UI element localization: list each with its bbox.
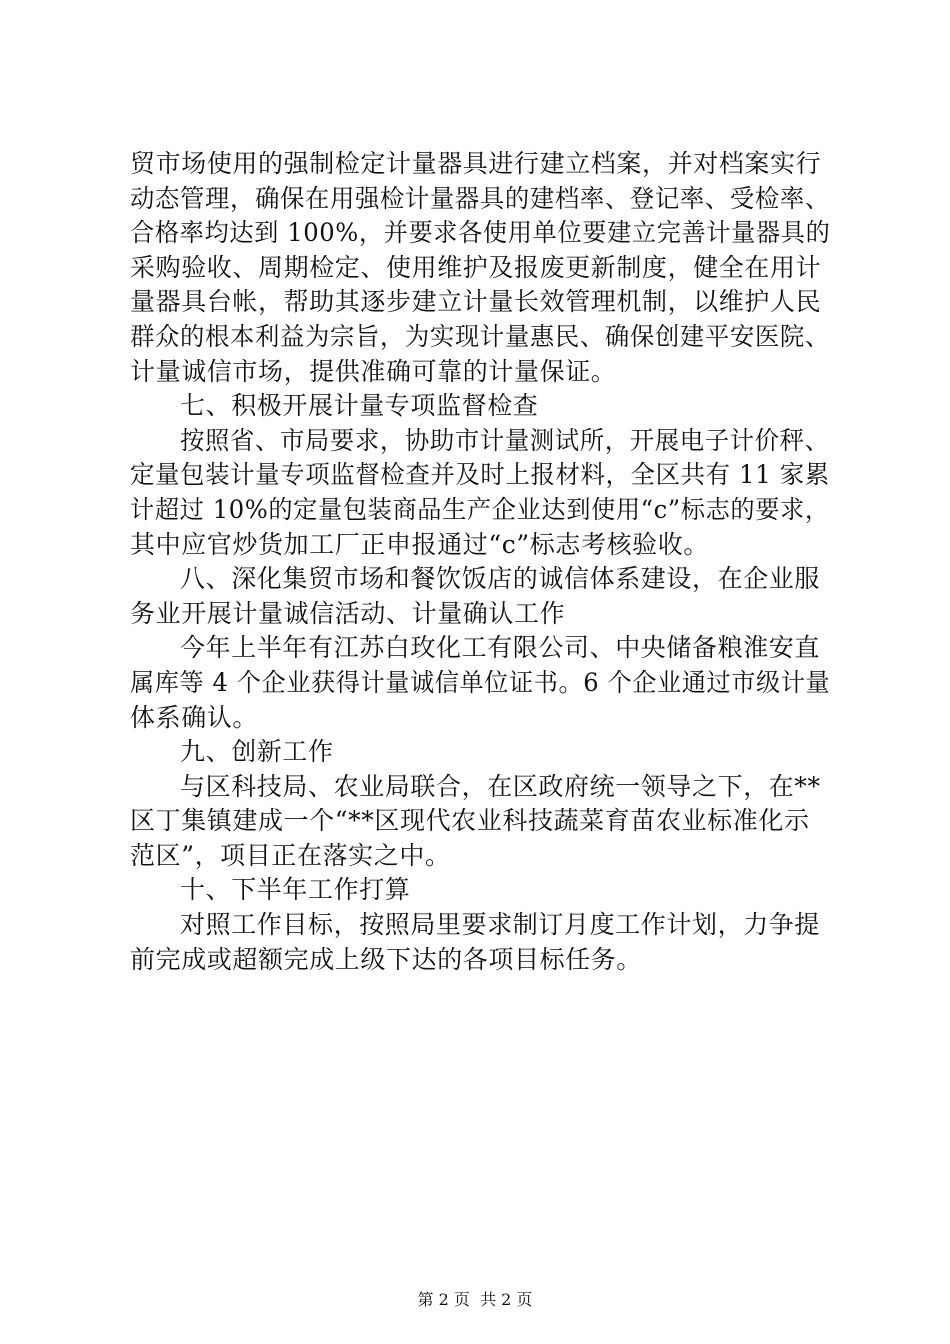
text-line: 务业开展计量诚信活动、计量确认工作 (130, 598, 566, 628)
page-footer: 第 2 页 共 2 页 (417, 1290, 533, 1309)
text-line: 其中应官炒货加工厂正申报通过“c”标志考核验收。 (130, 529, 709, 559)
text-line (130, 320, 830, 355)
text-line: 采购验收、周期检定、使用维护及报废更新制度，健全在用计 (130, 252, 822, 282)
text-line-content: 属库等 4 个企业获得计量诚信单位证书。6 个企业通过市级计量 (130, 667, 831, 697)
text-line: 计量诚信市场，提供准确可靠的计量保证。 (130, 356, 617, 386)
text-line: 前完成或超额完成上级下达的各项目标任务。 (130, 944, 643, 974)
text-line-content: 定量包装计量专项监督检查并及时上报材料，全区共有 11 家累 (130, 460, 830, 490)
text-line-content: 计超过 10%的定量包装商品生产企业达到使用“c”标志的要求， (130, 494, 830, 524)
text-line-content: 动态管理，确保在用强检计量器具的建档率、登记率、受检率、 (130, 183, 830, 213)
text-line: 体系确认。 (130, 702, 259, 732)
text-line: 区丁集镇建成一个“**区现代农业科技蔬菜育苗农业标准化示 (130, 806, 810, 836)
document-body (130, 147, 830, 977)
text-line: 贸市场使用的强制检定计量器具进行建立档案，并对档案实行 (130, 149, 822, 178)
text-line (130, 493, 830, 528)
text-line (130, 216, 830, 251)
text-line: 今年上半年有江苏白玫化工有限公司、中央储备粮淮安直 (180, 633, 821, 663)
text-line: 十、下半年工作打算 (180, 875, 411, 905)
text-line: 七、积极开展计量专项监督检查 (180, 391, 539, 421)
text-line: 范区”，项目正在落实之中。 (130, 840, 451, 870)
text-line: 对照工作目标，按照局里要求制订月度工作计划，力争提 (180, 910, 821, 940)
text-line (130, 182, 830, 217)
text-line: 量器具台帐，帮助其逐步建立计量长效管理机制，以维护人民 (130, 287, 822, 317)
text-line-content: 合格率均达到 100%，并要求各使用单位要建立完善计量器具的 (130, 218, 831, 248)
text-line: 八、深化集贸市场和餐饮饭店的诚信体系建设，在企业服 (180, 564, 821, 594)
text-line-content: 按照省、市局要求，协助市计量测试所，开展电子计价秤、 (180, 425, 830, 455)
text-line (130, 666, 830, 701)
text-line (130, 458, 830, 493)
text-line (130, 424, 830, 459)
text-line: 与区科技局、农业局联合，在区政府统一领导之下，在** (180, 771, 821, 801)
text-line: 九、创新工作 (180, 737, 334, 767)
text-line-content: 群众的根本利益为宗旨，为实现计量惠民、确保创建平安医院、 (130, 321, 830, 351)
